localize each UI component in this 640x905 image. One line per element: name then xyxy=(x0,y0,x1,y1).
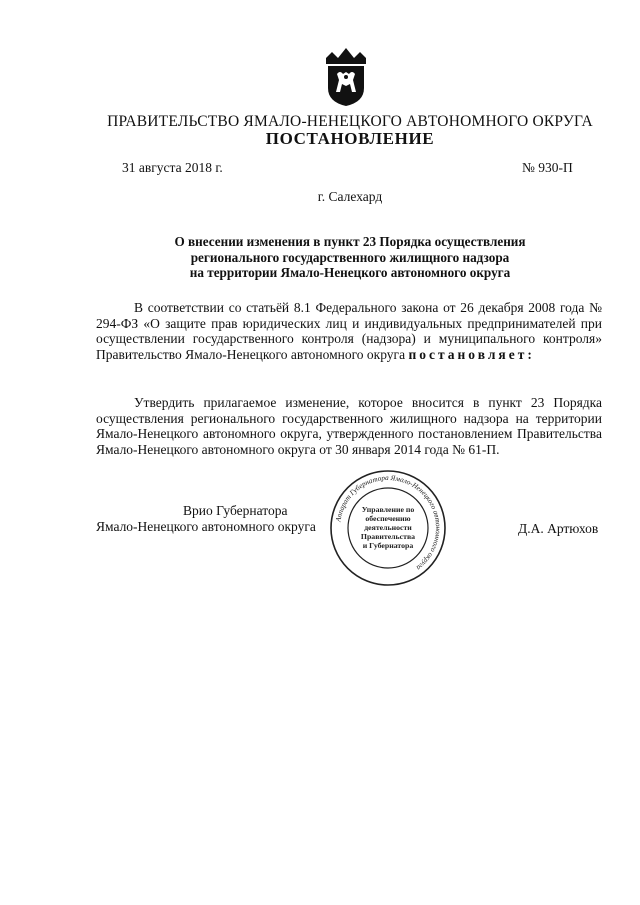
stamp-line: Управление по xyxy=(361,505,415,514)
title-line: на территории Ямало-Ненецкого автономного округа xyxy=(189,265,511,280)
stamp-line: Правительства xyxy=(360,532,416,541)
government-name: ПРАВИТЕЛЬСТВО ЯМАЛО-НЕНЕЦКОГО АВТОНОМНОГО ОКРУГА xyxy=(107,113,593,130)
document-number: № 930-П xyxy=(522,160,573,175)
document-type: ПОСТАНОВЛЕНИЕ xyxy=(265,129,435,148)
stamp-line: и Губернатора xyxy=(362,541,414,550)
document-title xyxy=(120,234,580,281)
signatory-region: Ямало-Ненецкого автономного округа xyxy=(96,519,316,534)
stamp-ring-text: Аппарат Губернатора Ямало-Ненецкого автономного округа xyxy=(334,473,443,572)
decree-keyword: постановляет: xyxy=(408,346,535,362)
signatory-post: Врио Губернатора xyxy=(183,503,288,518)
body-paragraph-1 xyxy=(96,300,602,362)
official-stamp-icon xyxy=(328,468,448,588)
title-line: О внесении изменения в пункт 23 Порядка осуществления xyxy=(174,234,526,249)
coat-of-arms-icon xyxy=(322,44,370,108)
city: г. Салехард xyxy=(317,189,383,204)
stamp-line: деятельности xyxy=(364,523,412,532)
document-date: 31 августа 2018 г. xyxy=(122,160,223,175)
body-paragraph-2: Утвердить прилагаемое изменение, которое вносится в пункт 23 Порядка осуществления регионального государственного жилищного надзора на территории Ямало-Ненецкого автономного округа, утвержденного постановлением Правительства Ямало-Ненецкого автономного округа от 30 января 2014 года № 61-П. xyxy=(96,395,602,457)
title-line: регионального государственного жилищного надзора xyxy=(190,249,510,265)
signatory-name: Д.А. Артюхов xyxy=(518,521,599,536)
stamp-line: обеспечению xyxy=(365,514,411,523)
paragraph-1-text: В соответствии со статьёй 8.1 Федерального закона от 26 декабря 2008 года № 294-ФЗ «О защите прав юридических лиц и индивидуальных предпринимателей при осуществлении государственного контроля (надзора) и муниципального контроля» Правительство Ямало-Ненецкого автономного округа xyxy=(96,300,602,362)
